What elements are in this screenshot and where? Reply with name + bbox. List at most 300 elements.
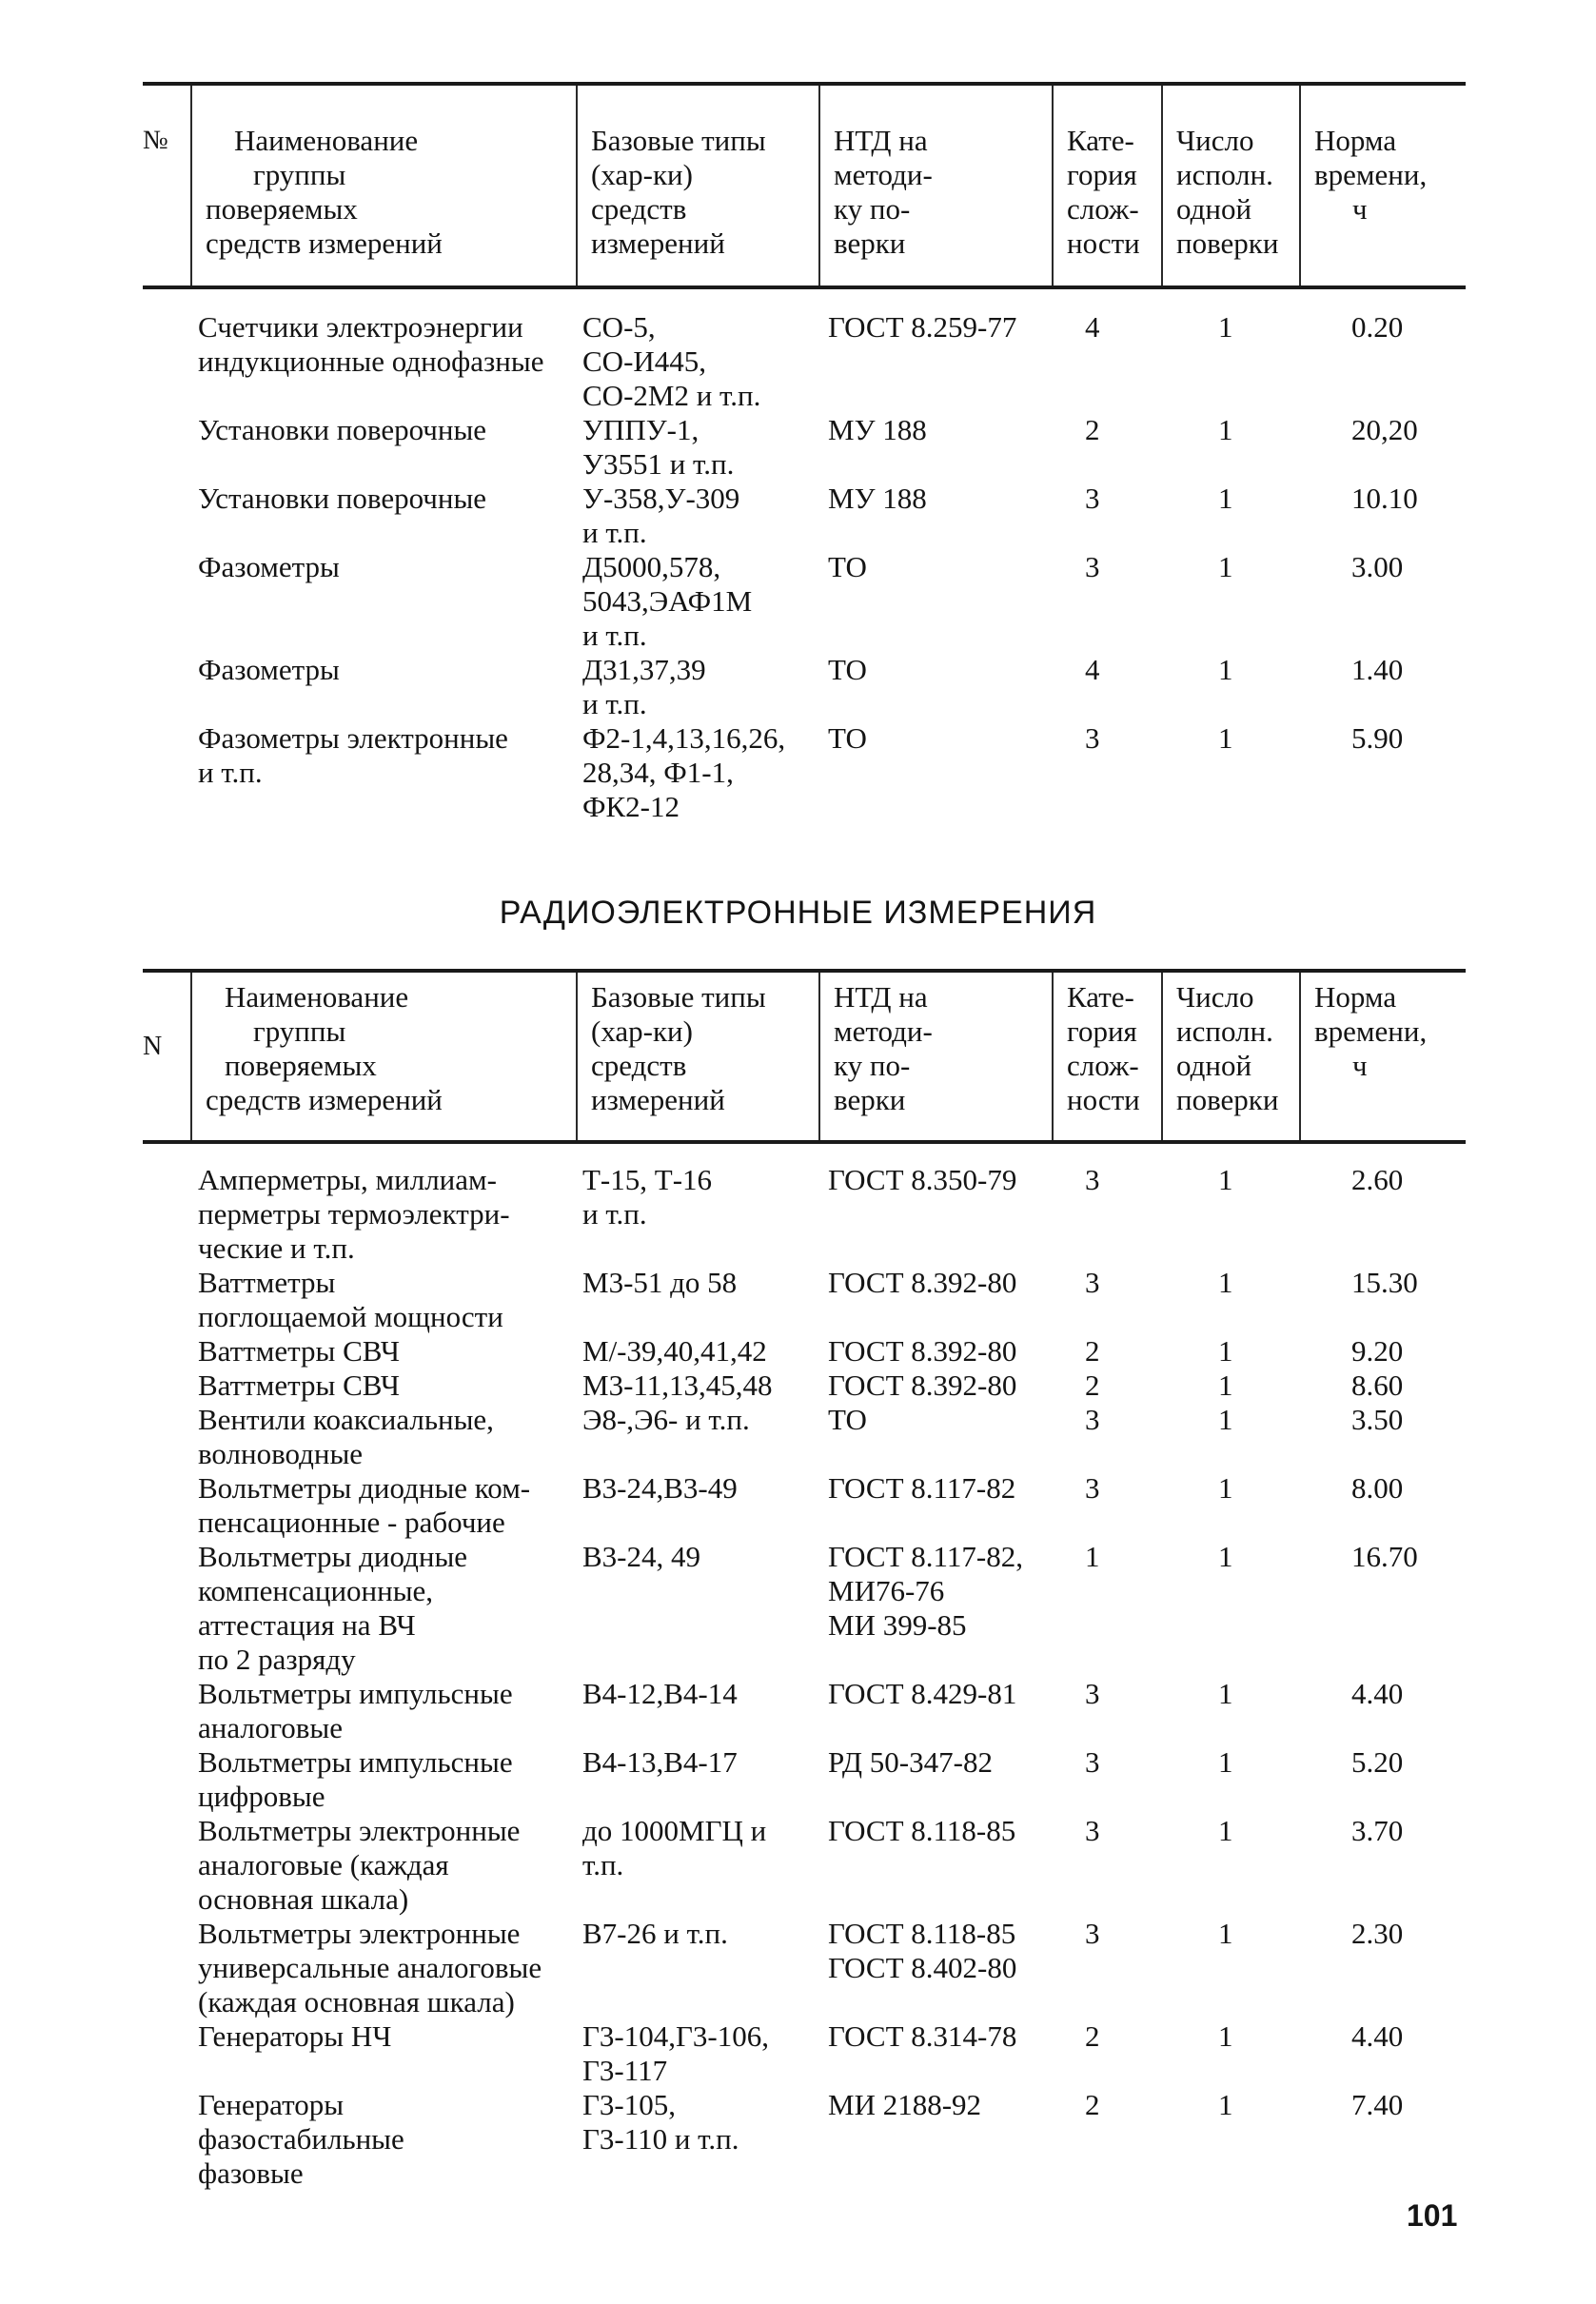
cell-norm-line: 8.00 xyxy=(1351,1471,1404,1505)
cell-types-line: УППУ-1, xyxy=(582,413,699,446)
cell-types-line: 5043,ЭАФ1М xyxy=(582,584,753,618)
cell-category xyxy=(1085,1266,1100,1300)
cell-ntd xyxy=(828,2019,1016,2054)
cell-norm xyxy=(1351,1540,1418,1574)
cell-name-line: Установки поверочные xyxy=(198,413,487,446)
cell-ntd-line: ТО xyxy=(828,1403,867,1436)
table-row xyxy=(143,1917,1466,2019)
cell-name-line: Фазометры электронные xyxy=(198,721,508,755)
cell-norm-line: 7.40 xyxy=(1351,2088,1404,2121)
cell-types-line: В3-24, 49 xyxy=(582,1540,700,1573)
cell-category-line: 4 xyxy=(1085,653,1100,686)
cell-norm xyxy=(1351,721,1403,756)
cell-name xyxy=(198,1677,513,1745)
cell-count-line: 1 xyxy=(1218,721,1233,755)
cell-count-line: 1 xyxy=(1218,1677,1233,1710)
cell-ntd-line: ГОСТ 8.118-85 xyxy=(828,1814,1016,1847)
table-body xyxy=(143,289,1466,824)
cell-types-line: У-358,У-309 xyxy=(582,482,740,515)
cell-category xyxy=(1085,310,1100,345)
cell-norm xyxy=(1351,482,1418,516)
cell-category-line: 3 xyxy=(1085,1677,1100,1710)
cell-ntd xyxy=(828,1266,1016,1300)
cell-types-line: Э8-,Э6- и т.п. xyxy=(582,1403,750,1436)
cell-category-line: 1 xyxy=(1085,1540,1100,1573)
cell-count xyxy=(1218,1917,1233,1951)
cell-norm xyxy=(1351,2019,1403,2054)
cell-category xyxy=(1085,413,1100,447)
cell-category-line: 3 xyxy=(1085,1266,1100,1299)
cell-ntd xyxy=(828,550,867,584)
cell-category xyxy=(1085,550,1100,584)
cell-norm-line: 10.10 xyxy=(1351,482,1418,515)
cell-category-line: 3 xyxy=(1085,721,1100,755)
cell-category xyxy=(1085,2019,1100,2054)
cell-name xyxy=(198,1917,542,2019)
cell-types xyxy=(582,1814,766,1882)
cell-types xyxy=(582,482,739,550)
table-row xyxy=(143,1677,1466,1745)
cell-count xyxy=(1218,1540,1233,1574)
cell-name-line: перметры термоэлектри- xyxy=(198,1197,510,1231)
table-row xyxy=(143,482,1466,550)
cell-types-line: до 1000МГЦ и xyxy=(582,1814,767,1847)
cell-types xyxy=(582,1677,738,1711)
cell-category xyxy=(1085,1745,1100,1780)
table-electrical xyxy=(143,82,1466,824)
cell-count xyxy=(1218,2088,1233,2122)
cell-category-line: 2 xyxy=(1085,2088,1100,2121)
cell-name-line: Вольтметры диодные ком- xyxy=(198,1471,531,1505)
cell-count-line: 1 xyxy=(1218,1745,1233,1779)
cell-types xyxy=(582,2088,739,2156)
header-norm: Норма времени, ч xyxy=(1299,973,1466,1140)
cell-name xyxy=(198,2088,404,2191)
cell-ntd-line: ТО xyxy=(828,550,867,583)
cell-name-line: Фазометры xyxy=(198,550,340,583)
cell-ntd xyxy=(828,482,927,516)
cell-count-line: 1 xyxy=(1218,310,1233,344)
cell-category xyxy=(1085,1163,1100,1197)
cell-types xyxy=(582,1540,700,1574)
table-row xyxy=(143,1745,1466,1814)
cell-types xyxy=(582,1334,767,1369)
cell-category xyxy=(1085,1471,1100,1506)
cell-norm-line: 0.20 xyxy=(1351,310,1404,344)
table-row xyxy=(143,1471,1466,1540)
cell-count-line: 1 xyxy=(1218,1540,1233,1573)
header-count: Число исполн. одной поверки xyxy=(1161,973,1299,1140)
cell-ntd-line: ГОСТ 8.259-77 xyxy=(828,310,1017,344)
cell-ntd xyxy=(828,1403,867,1437)
page-number: 101 xyxy=(1407,2198,1458,2233)
cell-types-line: 28,34, Ф1-1, xyxy=(582,756,734,789)
cell-types-line: М3-11,13,45,48 xyxy=(582,1369,773,1402)
cell-norm xyxy=(1351,1403,1403,1437)
cell-category xyxy=(1085,721,1100,756)
cell-ntd xyxy=(828,310,1016,345)
cell-norm-line: 2.60 xyxy=(1351,1163,1404,1196)
table-header xyxy=(143,82,1466,289)
cell-name-line: и т.п. xyxy=(198,756,263,789)
cell-name-line: Вольтметры импульсные xyxy=(198,1677,513,1710)
cell-count xyxy=(1218,1334,1233,1369)
cell-name xyxy=(198,482,486,516)
cell-category xyxy=(1085,1814,1100,1848)
cell-category-line: 2 xyxy=(1085,413,1100,446)
cell-ntd-line: ГОСТ 8.117-82 xyxy=(828,1471,1016,1505)
cell-name-line: поглощаемой мощности xyxy=(198,1300,503,1333)
cell-types-line: Ф2-1,4,13,16,26, xyxy=(582,721,786,755)
cell-norm-line: 20,20 xyxy=(1351,413,1418,446)
cell-norm xyxy=(1351,550,1403,584)
cell-types-line: У3551 и т.п. xyxy=(582,447,735,481)
cell-norm-line: 2.30 xyxy=(1351,1917,1404,1950)
cell-name xyxy=(198,1163,510,1266)
header-types: Базовые типы (хар-ки) средств измерений xyxy=(576,86,818,286)
cell-name-line: цифровые xyxy=(198,1780,325,1813)
table-row xyxy=(143,310,1466,413)
cell-name-line: Генераторы НЧ xyxy=(198,2019,392,2053)
cell-ntd-line: МИ 399-85 xyxy=(828,1608,967,1642)
cell-name-line: ческие и т.п. xyxy=(198,1231,355,1265)
cell-types-line: т.п. xyxy=(582,1848,624,1881)
cell-ntd-line: МИ 2188-92 xyxy=(828,2088,982,2121)
cell-count-line: 1 xyxy=(1218,1163,1233,1196)
cell-types-line: и т.п. xyxy=(582,1197,647,1231)
cell-norm xyxy=(1351,1471,1403,1506)
cell-ntd-line: ГОСТ 8.392-80 xyxy=(828,1266,1017,1299)
cell-norm-line: 3.00 xyxy=(1351,550,1404,583)
cell-types xyxy=(582,1163,712,1231)
cell-category xyxy=(1085,1540,1100,1574)
cell-norm-line: 1.40 xyxy=(1351,653,1404,686)
cell-name xyxy=(198,413,486,447)
table-row xyxy=(143,1814,1466,1917)
cell-category xyxy=(1085,1403,1100,1437)
cell-name xyxy=(198,1334,400,1369)
cell-category xyxy=(1085,1334,1100,1369)
cell-count xyxy=(1218,413,1233,447)
cell-name xyxy=(198,1403,494,1471)
header-category: Кате- гория слож- ности xyxy=(1052,86,1161,286)
cell-types-line: Г3-104,Г3-106, xyxy=(582,2019,769,2053)
header-name: Наименование группы поверяемых средств измерений xyxy=(190,973,576,1140)
cell-ntd-line: ГОСТ 8.350-79 xyxy=(828,1163,1017,1196)
table-row xyxy=(143,1266,1466,1334)
cell-name-line: по 2 разряду xyxy=(198,1643,356,1676)
cell-name-line: (каждая основная шкала) xyxy=(198,1985,515,2018)
cell-category-line: 3 xyxy=(1085,1471,1100,1505)
cell-types xyxy=(582,2019,769,2088)
cell-category-line: 3 xyxy=(1085,1745,1100,1779)
cell-types-line: В7-26 и т.п. xyxy=(582,1917,728,1950)
cell-ntd xyxy=(828,721,867,756)
cell-ntd xyxy=(828,2088,981,2122)
cell-name-line: аттестация на ВЧ xyxy=(198,1608,416,1642)
cell-name-line: основная шкала) xyxy=(198,1882,409,1916)
cell-norm-line: 3.70 xyxy=(1351,1814,1404,1847)
cell-types-line: Д5000,578, xyxy=(582,550,721,583)
cell-name-line: универсальные аналоговые xyxy=(198,1951,542,1984)
cell-types-line: В4-12,В4-14 xyxy=(582,1677,738,1710)
cell-ntd xyxy=(828,1163,1016,1197)
cell-types xyxy=(582,1369,773,1403)
cell-count-line: 1 xyxy=(1218,1266,1233,1299)
header-ntd: НТД на методи- ку по- верки xyxy=(818,86,1052,286)
cell-name-line: Вольтметры импульсные xyxy=(198,1745,513,1779)
cell-count xyxy=(1218,1745,1233,1780)
cell-count xyxy=(1218,1163,1233,1197)
table-row xyxy=(143,2019,1466,2088)
cell-types-line: Г3-117 xyxy=(582,2054,668,2087)
header-count: Число исполн. одной поверки xyxy=(1161,86,1299,286)
cell-ntd xyxy=(828,1471,1015,1506)
cell-types-line: Г3-105, xyxy=(582,2088,676,2121)
cell-count-line: 1 xyxy=(1218,1917,1233,1950)
cell-category-line: 3 xyxy=(1085,1917,1100,1950)
cell-norm xyxy=(1351,1814,1403,1848)
table-row xyxy=(143,2088,1466,2191)
cell-types xyxy=(582,413,734,482)
cell-count-line: 1 xyxy=(1218,1814,1233,1847)
cell-count-line: 1 xyxy=(1218,1334,1233,1368)
cell-name xyxy=(198,2019,391,2054)
cell-category-line: 2 xyxy=(1085,1369,1100,1402)
cell-norm-line: 5.90 xyxy=(1351,721,1404,755)
cell-name xyxy=(198,1540,467,1677)
table-body xyxy=(143,1144,1466,2191)
cell-ntd-line: ГОСТ 8.118-85 xyxy=(828,1917,1016,1950)
cell-name-line: Ваттметры СВЧ xyxy=(198,1369,401,1402)
cell-count xyxy=(1218,310,1233,345)
cell-types-line: СО-И445, xyxy=(582,345,707,378)
cell-ntd-line: ГОСТ 8.429-81 xyxy=(828,1677,1017,1710)
cell-norm-line: 16.70 xyxy=(1351,1540,1418,1573)
table-row xyxy=(143,1334,1466,1369)
cell-norm-line: 5.20 xyxy=(1351,1745,1404,1779)
cell-count-line: 1 xyxy=(1218,482,1233,515)
cell-norm xyxy=(1351,1334,1403,1369)
header-num: № xyxy=(143,126,168,155)
cell-norm xyxy=(1351,653,1403,687)
cell-count xyxy=(1218,1814,1233,1848)
cell-ntd-line: ГОСТ 8.392-80 xyxy=(828,1334,1017,1368)
cell-category-line: 2 xyxy=(1085,2019,1100,2053)
cell-name xyxy=(198,1369,400,1403)
cell-count-line: 1 xyxy=(1218,653,1233,686)
cell-types-line: Г3-110 и т.п. xyxy=(582,2122,739,2156)
cell-norm xyxy=(1351,1266,1418,1300)
cell-ntd-line: ГОСТ 8.402-80 xyxy=(828,1951,1017,1984)
cell-count-line: 1 xyxy=(1218,2088,1233,2121)
header-category: Кате- гория слож- ности xyxy=(1052,973,1161,1140)
cell-name-line: фазовые xyxy=(198,2156,304,2190)
cell-count-line: 1 xyxy=(1218,1369,1233,1402)
cell-count xyxy=(1218,1471,1233,1506)
cell-types xyxy=(582,310,760,413)
cell-types-line: В3-24,В3-49 xyxy=(582,1471,738,1505)
cell-name-line: Амперметры, миллиам- xyxy=(198,1163,497,1196)
cell-ntd-line: МУ 188 xyxy=(828,413,927,446)
cell-name xyxy=(198,1745,513,1814)
cell-name-line: Ваттметры xyxy=(198,1266,336,1299)
section-title: РАДИОЭЛЕКТРОННЫЕ ИЗМЕРЕНИЯ xyxy=(499,895,1097,931)
cell-types xyxy=(582,653,706,721)
cell-types-line: ФК2-12 xyxy=(582,790,680,823)
cell-count-line: 1 xyxy=(1218,2019,1233,2053)
cell-types-line: В4-13,В4-17 xyxy=(582,1745,738,1779)
cell-ntd xyxy=(828,1369,1016,1403)
cell-name xyxy=(198,1266,503,1334)
cell-name-line: Ваттметры СВЧ xyxy=(198,1334,401,1368)
cell-ntd-line: МИ76-76 xyxy=(828,1574,945,1607)
cell-name-line: Вольтметры диодные xyxy=(198,1540,468,1573)
cell-ntd xyxy=(828,653,867,687)
cell-norm-line: 8.60 xyxy=(1351,1369,1404,1402)
cell-category xyxy=(1085,482,1100,516)
table-row xyxy=(143,1540,1466,1677)
table-header xyxy=(143,969,1466,1144)
cell-norm xyxy=(1351,1677,1403,1711)
cell-count xyxy=(1218,1369,1233,1403)
cell-types-line: и т.п. xyxy=(582,516,647,549)
cell-norm xyxy=(1351,1163,1403,1197)
cell-name-line: индукционные однофазные xyxy=(198,345,544,378)
cell-norm-line: 3.50 xyxy=(1351,1403,1404,1436)
cell-name xyxy=(198,721,508,790)
cell-types xyxy=(582,1266,737,1300)
cell-name-line: Вольтметры электронные xyxy=(198,1917,521,1950)
cell-name-line: аналоговые xyxy=(198,1711,344,1744)
cell-category xyxy=(1085,1369,1100,1403)
cell-types xyxy=(582,1471,738,1506)
cell-name-line: Установки поверочные xyxy=(198,482,487,515)
cell-category-line: 2 xyxy=(1085,1334,1100,1368)
cell-ntd-line: ТО xyxy=(828,653,867,686)
header-name: Наименование группы поверяемых средств измерений xyxy=(190,86,576,286)
cell-category-line: 3 xyxy=(1085,1814,1100,1847)
cell-norm xyxy=(1351,413,1418,447)
cell-types-line: Т-15, Т-16 xyxy=(582,1163,713,1196)
cell-norm xyxy=(1351,310,1403,345)
table-row xyxy=(143,1369,1466,1403)
cell-ntd xyxy=(828,1814,1015,1848)
cell-ntd-line: ГОСТ 8.117-82, xyxy=(828,1540,1023,1573)
cell-count xyxy=(1218,721,1233,756)
header-norm: Норма времени, ч xyxy=(1299,86,1466,286)
cell-category-line: 3 xyxy=(1085,482,1100,515)
cell-category-line: 3 xyxy=(1085,1403,1100,1436)
cell-category xyxy=(1085,1677,1100,1711)
cell-count-line: 1 xyxy=(1218,550,1233,583)
cell-types-line: Д31,37,39 xyxy=(582,653,706,686)
table-row xyxy=(143,1403,1466,1471)
cell-norm-line: 4.40 xyxy=(1351,1677,1404,1710)
table-row xyxy=(143,1163,1466,1266)
table-radioelectronic xyxy=(143,969,1466,2191)
cell-name xyxy=(198,1471,530,1540)
cell-types xyxy=(582,550,752,653)
cell-types xyxy=(582,1745,738,1780)
cell-types xyxy=(582,1403,750,1437)
cell-ntd-line: ГОСТ 8.392-80 xyxy=(828,1369,1017,1402)
cell-category-line: 4 xyxy=(1085,310,1100,344)
cell-name-line: компенсационные, xyxy=(198,1574,434,1607)
cell-ntd xyxy=(828,1334,1016,1369)
table-row xyxy=(143,721,1466,824)
cell-name-line: Счетчики электроэнергии xyxy=(198,310,523,344)
cell-category xyxy=(1085,1917,1100,1951)
cell-name xyxy=(198,310,543,379)
cell-ntd-line: ГОСТ 8.314-78 xyxy=(828,2019,1017,2053)
table-row xyxy=(143,550,1466,653)
cell-norm xyxy=(1351,1745,1403,1780)
cell-category xyxy=(1085,653,1100,687)
cell-name xyxy=(198,1814,520,1917)
cell-name-line: Фазометры xyxy=(198,653,340,686)
header-ntd: НТД на методи- ку по- верки xyxy=(818,973,1052,1140)
cell-name-line: Вольтметры электронные xyxy=(198,1814,521,1847)
cell-ntd-line: ТО xyxy=(828,721,867,755)
header-types: Базовые типы (хар-ки) средств измерений xyxy=(576,973,818,1140)
cell-name-line: аналоговые (каждая xyxy=(198,1848,449,1881)
cell-count-line: 1 xyxy=(1218,1403,1233,1436)
cell-name-line: волноводные xyxy=(198,1437,364,1470)
cell-category-line: 3 xyxy=(1085,1163,1100,1196)
cell-count xyxy=(1218,550,1233,584)
cell-category-line: 3 xyxy=(1085,550,1100,583)
cell-types xyxy=(582,721,785,824)
cell-name xyxy=(198,550,340,584)
cell-norm xyxy=(1351,2088,1403,2122)
cell-ntd xyxy=(828,1540,1023,1643)
cell-ntd xyxy=(828,413,927,447)
cell-count xyxy=(1218,482,1233,516)
cell-count xyxy=(1218,653,1233,687)
cell-ntd xyxy=(828,1917,1016,1985)
table-row xyxy=(143,413,1466,482)
cell-ntd xyxy=(828,1745,993,1780)
header-num: N xyxy=(143,1032,163,1061)
table-row xyxy=(143,653,1466,721)
cell-norm xyxy=(1351,1917,1403,1951)
cell-count xyxy=(1218,2019,1233,2054)
cell-ntd-line: РД 50-347-82 xyxy=(828,1745,993,1779)
cell-ntd-line: МУ 188 xyxy=(828,482,927,515)
cell-types-line: М/-39,40,41,42 xyxy=(582,1334,767,1368)
cell-name-line: пенсационные - рабочие xyxy=(198,1506,505,1539)
cell-name xyxy=(198,653,340,687)
cell-norm-line: 4.40 xyxy=(1351,2019,1404,2053)
cell-types-line: М3-51 до 58 xyxy=(582,1266,738,1299)
cell-ntd xyxy=(828,1677,1016,1711)
cell-count xyxy=(1218,1403,1233,1437)
cell-types-line: СО-5, xyxy=(582,310,656,344)
cell-category xyxy=(1085,2088,1100,2122)
cell-types xyxy=(582,1917,728,1951)
cell-count xyxy=(1218,1266,1233,1300)
cell-types-line: и т.п. xyxy=(582,687,647,720)
cell-norm xyxy=(1351,1369,1403,1403)
cell-name-line: Вентили коаксиальные, xyxy=(198,1403,494,1436)
cell-count xyxy=(1218,1677,1233,1711)
cell-types-line: и т.п. xyxy=(582,619,647,652)
cell-types-line: СО-2М2 и т.п. xyxy=(582,379,761,412)
cell-count-line: 1 xyxy=(1218,1471,1233,1505)
cell-norm-line: 9.20 xyxy=(1351,1334,1404,1368)
cell-norm-line: 15.30 xyxy=(1351,1266,1418,1299)
